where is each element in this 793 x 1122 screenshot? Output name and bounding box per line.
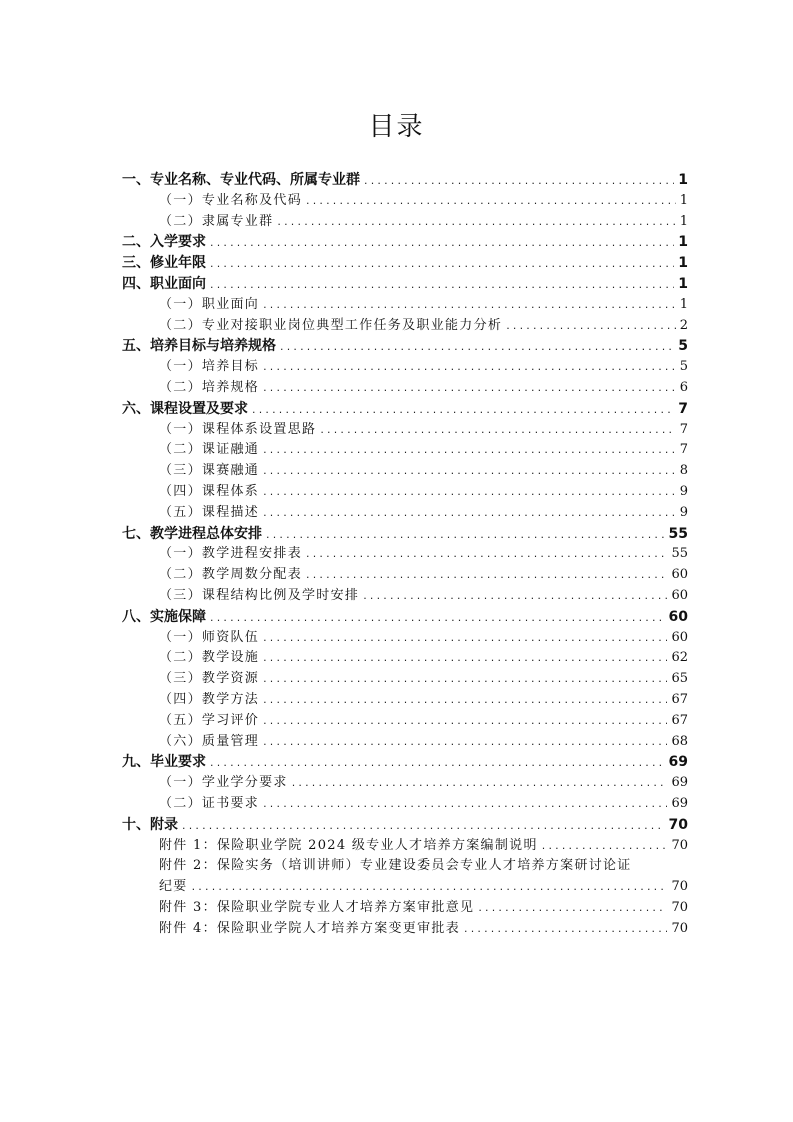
toc-page-number: 69 <box>671 775 688 791</box>
dot-leader <box>506 316 676 337</box>
toc-page-number: 1 <box>678 255 688 272</box>
toc-entry-label: （四）教学方法 <box>159 691 260 707</box>
toc-entry-label: （二）教学设施 <box>159 650 260 666</box>
toc-entry-label: （一）职业面向 <box>159 296 260 312</box>
toc-page-number: 55 <box>668 525 688 542</box>
dot-leader <box>464 919 667 940</box>
toc-entry-label: （二）专业对接职业岗位典型工作任务及职业能力分析 <box>159 317 503 333</box>
toc-page-number: 6 <box>679 379 688 395</box>
toc-chapter-entry[interactable] <box>122 399 688 420</box>
toc-entry-label: 附件 4：保险职业学院人才培养方案变更审批表 <box>159 920 461 936</box>
toc-section-entry[interactable] <box>122 898 688 919</box>
dot-leader <box>263 732 667 753</box>
dot-leader <box>182 816 665 837</box>
dot-leader <box>263 669 667 690</box>
toc-chapter-entry[interactable] <box>122 815 688 836</box>
toc-section-entry[interactable] <box>122 711 688 732</box>
toc-section-entry[interactable] <box>122 378 688 399</box>
toc-section-entry[interactable] <box>122 440 688 461</box>
toc-section-entry[interactable] <box>122 836 688 857</box>
toc-section-entry[interactable] <box>122 794 688 815</box>
dot-leader <box>263 461 676 482</box>
toc-chapter-entry[interactable] <box>122 524 688 545</box>
toc-entry-label: （一）教学进程安排表 <box>159 546 303 562</box>
toc-page-number: 70 <box>671 899 688 915</box>
toc-section-entry[interactable] <box>122 773 688 794</box>
toc-page-number: 1 <box>678 275 688 292</box>
dot-leader <box>263 440 676 461</box>
toc-page-number: 55 <box>671 546 688 562</box>
toc-chapter-entry[interactable] <box>122 253 688 274</box>
toc-chapter-entry[interactable] <box>122 170 688 191</box>
toc-section-entry[interactable] <box>122 295 688 316</box>
toc-section-entry[interactable] <box>122 732 688 753</box>
toc-page-number: 2 <box>679 317 688 333</box>
toc-entry-label: （五）学习评价 <box>159 712 260 728</box>
dot-leader <box>263 378 676 399</box>
toc-section-entry[interactable] <box>122 690 688 711</box>
toc-page-number: 7 <box>679 421 688 437</box>
toc-section-entry[interactable] <box>122 420 688 441</box>
page-title: 目录 <box>368 112 425 142</box>
toc-entry-label: 附件 2：保险实务（培训讲师）专业建设委员会专业人才培养方案研讨论证 <box>159 858 632 874</box>
toc-section-entry[interactable] <box>122 191 688 212</box>
toc-entry-label: 三、修业年限 <box>122 255 206 272</box>
toc-entry-label: 八、实施保障 <box>122 608 206 625</box>
dot-leader <box>363 586 667 607</box>
toc-page-number: 5 <box>678 338 688 355</box>
toc-chapter-entry[interactable] <box>122 232 688 253</box>
toc-page-number: 62 <box>671 650 688 666</box>
dot-leader <box>210 254 674 275</box>
toc-page-number: 1 <box>679 192 688 208</box>
toc-page-number: 60 <box>668 608 688 625</box>
toc-entry-label: （二）课证融通 <box>159 442 260 458</box>
dot-leader <box>263 628 667 649</box>
dot-leader <box>364 171 674 192</box>
toc-page-number: 60 <box>671 587 688 603</box>
toc-entry-label: 六、课程设置及要求 <box>122 400 248 417</box>
toc-page-number: 60 <box>671 629 688 645</box>
toc-section-entry[interactable] <box>122 482 688 503</box>
toc-page-number: 67 <box>671 691 688 707</box>
toc-entry-label: 四、职业面向 <box>122 275 206 292</box>
dot-leader <box>263 295 676 316</box>
toc-section-entry[interactable] <box>122 544 688 565</box>
dot-leader <box>263 503 676 524</box>
toc-entry-label: 二、入学要求 <box>122 234 206 251</box>
toc-chapter-entry[interactable] <box>122 336 688 357</box>
toc-entry-label: 十、附录 <box>122 816 178 833</box>
toc-section-entry[interactable] <box>122 461 688 482</box>
dot-leader <box>306 565 667 586</box>
toc-entry-continuation[interactable] <box>122 877 688 898</box>
toc-section-entry[interactable] <box>122 586 688 607</box>
toc-page-number: 65 <box>671 671 688 687</box>
toc-page-number: 1 <box>679 296 688 312</box>
toc-entry-label: 七、教学进程总体安排 <box>122 525 262 542</box>
dot-leader <box>277 212 675 233</box>
toc-entry-label-continued: 纪要 <box>159 879 188 895</box>
toc-entry-label: 附件 1：保险职业学院 2024 级专业人才培养方案编制说明 <box>159 837 538 853</box>
toc-page-number: 70 <box>671 920 688 936</box>
toc-page-number: 68 <box>671 733 688 749</box>
toc-entry-label: （二）培养规格 <box>159 379 260 395</box>
toc-section-entry[interactable] <box>122 669 688 690</box>
toc-page-number: 67 <box>671 712 688 728</box>
toc-entry-label: 一、专业名称、专业代码、所属专业群 <box>122 172 360 188</box>
dot-leader <box>192 877 668 898</box>
toc-entry-label: （五）课程描述 <box>159 504 260 520</box>
toc-chapter-entry[interactable] <box>122 752 688 773</box>
toc-chapter-entry[interactable] <box>122 607 688 628</box>
toc-entry-label: （一）师资队伍 <box>159 629 260 645</box>
toc-page-number: 5 <box>679 359 688 375</box>
dot-leader <box>306 544 667 565</box>
dot-leader <box>263 357 676 378</box>
dot-leader <box>266 525 665 546</box>
toc-chapter-entry[interactable] <box>122 274 688 295</box>
toc-page-number: 9 <box>679 483 688 499</box>
dot-leader <box>542 836 668 857</box>
toc-section-entry[interactable] <box>122 628 688 649</box>
toc-page-number: 1 <box>679 213 688 229</box>
toc-page-number: 69 <box>668 754 688 771</box>
toc-page-number: 60 <box>671 567 688 583</box>
toc-page-number: 9 <box>679 504 688 520</box>
toc-entry-label: （六）质量管理 <box>159 733 260 749</box>
toc-entry-label: （三）课赛融通 <box>159 463 260 479</box>
dot-leader <box>210 753 665 774</box>
dot-leader <box>263 711 667 732</box>
toc-entry-label: （二）证书要求 <box>159 795 260 811</box>
toc-section-entry[interactable] <box>122 565 688 586</box>
dot-leader <box>210 608 665 629</box>
toc-page-number: 70 <box>671 837 688 853</box>
toc-section-entry[interactable] <box>122 316 688 337</box>
dot-leader <box>210 233 674 254</box>
toc-page-number: 1 <box>678 234 688 251</box>
toc-page-number: 70 <box>668 816 688 833</box>
toc-page-number: 8 <box>679 463 688 479</box>
toc-entry-label: （二）教学周数分配表 <box>159 567 303 583</box>
toc-entry-label: 九、毕业要求 <box>122 754 206 771</box>
dot-leader <box>292 773 668 794</box>
dot-leader <box>320 420 675 441</box>
toc-entry-label: （一）学业学分要求 <box>159 775 288 791</box>
table-of-contents <box>122 170 688 939</box>
dot-leader <box>478 898 667 919</box>
toc-page-number: 7 <box>679 442 688 458</box>
toc-entry-label: （二）隶属专业群 <box>159 213 274 229</box>
toc-entry-label: （一）课程体系设置思路 <box>159 421 317 437</box>
toc-entry-label: （三）课程结构比例及学时安排 <box>159 587 360 603</box>
toc-entry-label: 五、培养目标与培养规格 <box>122 338 276 355</box>
toc-entry-label: （三）教学资源 <box>159 671 260 687</box>
toc-section-entry[interactable] <box>122 503 688 524</box>
toc-entry-label: （一）专业名称及代码 <box>159 192 303 208</box>
dot-leader <box>263 794 667 815</box>
toc-section-entry[interactable] <box>122 212 688 233</box>
dot-leader <box>306 191 676 212</box>
toc-page-number: 70 <box>671 879 688 895</box>
toc-entry-label: 附件 3：保险职业学院专业人才培养方案审批意见 <box>159 899 475 915</box>
toc-section-entry[interactable] <box>122 357 688 378</box>
toc-page-number: 69 <box>671 795 688 811</box>
dot-leader <box>210 275 674 296</box>
toc-section-entry[interactable] <box>122 919 688 940</box>
dot-leader <box>263 648 667 669</box>
toc-page-number: 1 <box>678 172 688 188</box>
toc-section-entry[interactable] <box>122 648 688 669</box>
toc-page-number: 7 <box>678 400 688 417</box>
toc-entry[interactable] <box>122 856 688 877</box>
toc-entry-label: （四）课程体系 <box>159 483 260 499</box>
dot-leader <box>280 337 674 358</box>
dot-leader <box>263 690 667 711</box>
dot-leader <box>252 400 674 421</box>
dot-leader <box>263 482 676 503</box>
toc-entry-label: （一）培养目标 <box>159 359 260 375</box>
